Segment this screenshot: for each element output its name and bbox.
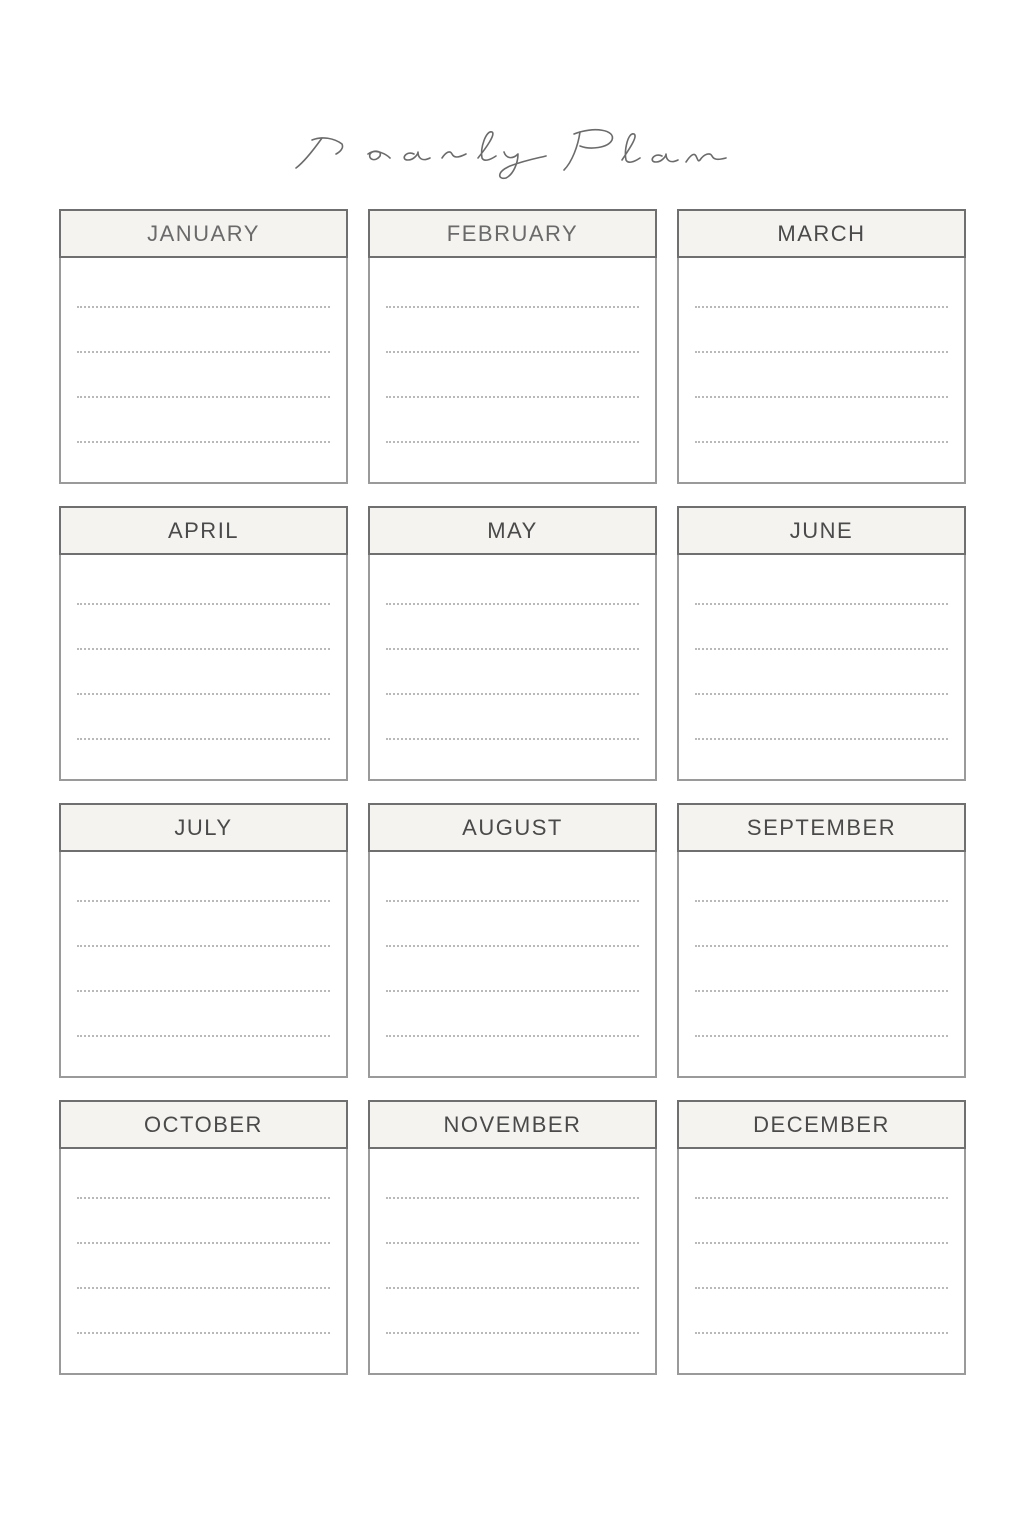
note-line[interactable] bbox=[386, 945, 639, 947]
note-line[interactable] bbox=[695, 648, 948, 650]
note-line[interactable] bbox=[695, 1332, 948, 1334]
note-line[interactable] bbox=[77, 945, 330, 947]
note-lines bbox=[61, 603, 346, 740]
month-card-august[interactable] bbox=[368, 803, 657, 1078]
note-line[interactable] bbox=[695, 900, 948, 902]
note-line[interactable] bbox=[386, 693, 639, 695]
month-card-april[interactable] bbox=[59, 506, 348, 781]
note-line[interactable] bbox=[386, 1332, 639, 1334]
month-header: SEPTEMBER bbox=[677, 803, 966, 852]
note-line[interactable] bbox=[386, 351, 639, 353]
month-header: DECEMBER bbox=[677, 1100, 966, 1149]
note-lines bbox=[679, 603, 964, 740]
note-line[interactable] bbox=[386, 441, 639, 443]
script-title-graphic bbox=[282, 118, 742, 188]
month-grid bbox=[59, 209, 965, 1375]
note-line[interactable] bbox=[695, 1287, 948, 1289]
month-card-march[interactable] bbox=[677, 209, 966, 484]
note-line[interactable] bbox=[386, 1197, 639, 1199]
note-line[interactable] bbox=[386, 738, 639, 740]
note-line[interactable] bbox=[77, 738, 330, 740]
note-line[interactable] bbox=[77, 1242, 330, 1244]
month-card-october[interactable] bbox=[59, 1100, 348, 1375]
note-lines bbox=[679, 1197, 964, 1334]
note-line[interactable] bbox=[695, 1242, 948, 1244]
month-header: AUGUST bbox=[368, 803, 657, 852]
note-line[interactable] bbox=[77, 1197, 330, 1199]
month-header: APRIL bbox=[59, 506, 348, 555]
month-card-november[interactable] bbox=[368, 1100, 657, 1375]
note-line[interactable] bbox=[386, 648, 639, 650]
note-line[interactable] bbox=[695, 738, 948, 740]
note-line[interactable] bbox=[386, 1287, 639, 1289]
note-line[interactable] bbox=[77, 900, 330, 902]
month-card-december[interactable] bbox=[677, 1100, 966, 1375]
note-line[interactable] bbox=[386, 990, 639, 992]
note-line[interactable] bbox=[695, 603, 948, 605]
month-card-february[interactable] bbox=[368, 209, 657, 484]
note-line[interactable] bbox=[386, 900, 639, 902]
note-line[interactable] bbox=[77, 603, 330, 605]
note-line[interactable] bbox=[695, 1035, 948, 1037]
note-lines bbox=[679, 900, 964, 1037]
note-line[interactable] bbox=[386, 306, 639, 308]
month-card-september[interactable] bbox=[677, 803, 966, 1078]
note-line[interactable] bbox=[77, 1035, 330, 1037]
note-line[interactable] bbox=[77, 693, 330, 695]
note-lines bbox=[370, 1197, 655, 1334]
note-line[interactable] bbox=[77, 351, 330, 353]
note-line[interactable] bbox=[695, 306, 948, 308]
note-lines bbox=[61, 1197, 346, 1334]
note-line[interactable] bbox=[695, 693, 948, 695]
month-card-june[interactable] bbox=[677, 506, 966, 781]
note-line[interactable] bbox=[695, 945, 948, 947]
note-line[interactable] bbox=[695, 396, 948, 398]
note-lines bbox=[61, 306, 346, 443]
note-line[interactable] bbox=[77, 441, 330, 443]
month-header: FEBRUARY bbox=[368, 209, 657, 258]
page-title bbox=[0, 118, 1024, 198]
month-header: JUNE bbox=[677, 506, 966, 555]
note-line[interactable] bbox=[695, 351, 948, 353]
note-line[interactable] bbox=[77, 648, 330, 650]
note-lines bbox=[679, 306, 964, 443]
month-header: JULY bbox=[59, 803, 348, 852]
note-line[interactable] bbox=[77, 306, 330, 308]
month-header: JANUARY bbox=[59, 209, 348, 258]
note-line[interactable] bbox=[77, 396, 330, 398]
note-line[interactable] bbox=[77, 990, 330, 992]
note-line[interactable] bbox=[695, 990, 948, 992]
note-line[interactable] bbox=[77, 1332, 330, 1334]
month-header: NOVEMBER bbox=[368, 1100, 657, 1149]
note-lines bbox=[370, 306, 655, 443]
note-line[interactable] bbox=[695, 1197, 948, 1199]
note-lines bbox=[370, 900, 655, 1037]
month-card-july[interactable] bbox=[59, 803, 348, 1078]
note-line[interactable] bbox=[386, 603, 639, 605]
note-line[interactable] bbox=[77, 1287, 330, 1289]
month-card-may[interactable] bbox=[368, 506, 657, 781]
note-line[interactable] bbox=[386, 1035, 639, 1037]
month-header: OCTOBER bbox=[59, 1100, 348, 1149]
month-header: MARCH bbox=[677, 209, 966, 258]
month-header: MAY bbox=[368, 506, 657, 555]
note-line[interactable] bbox=[386, 396, 639, 398]
note-line[interactable] bbox=[386, 1242, 639, 1244]
note-lines bbox=[370, 603, 655, 740]
month-card-january[interactable] bbox=[59, 209, 348, 484]
note-line[interactable] bbox=[695, 441, 948, 443]
note-lines bbox=[61, 900, 346, 1037]
